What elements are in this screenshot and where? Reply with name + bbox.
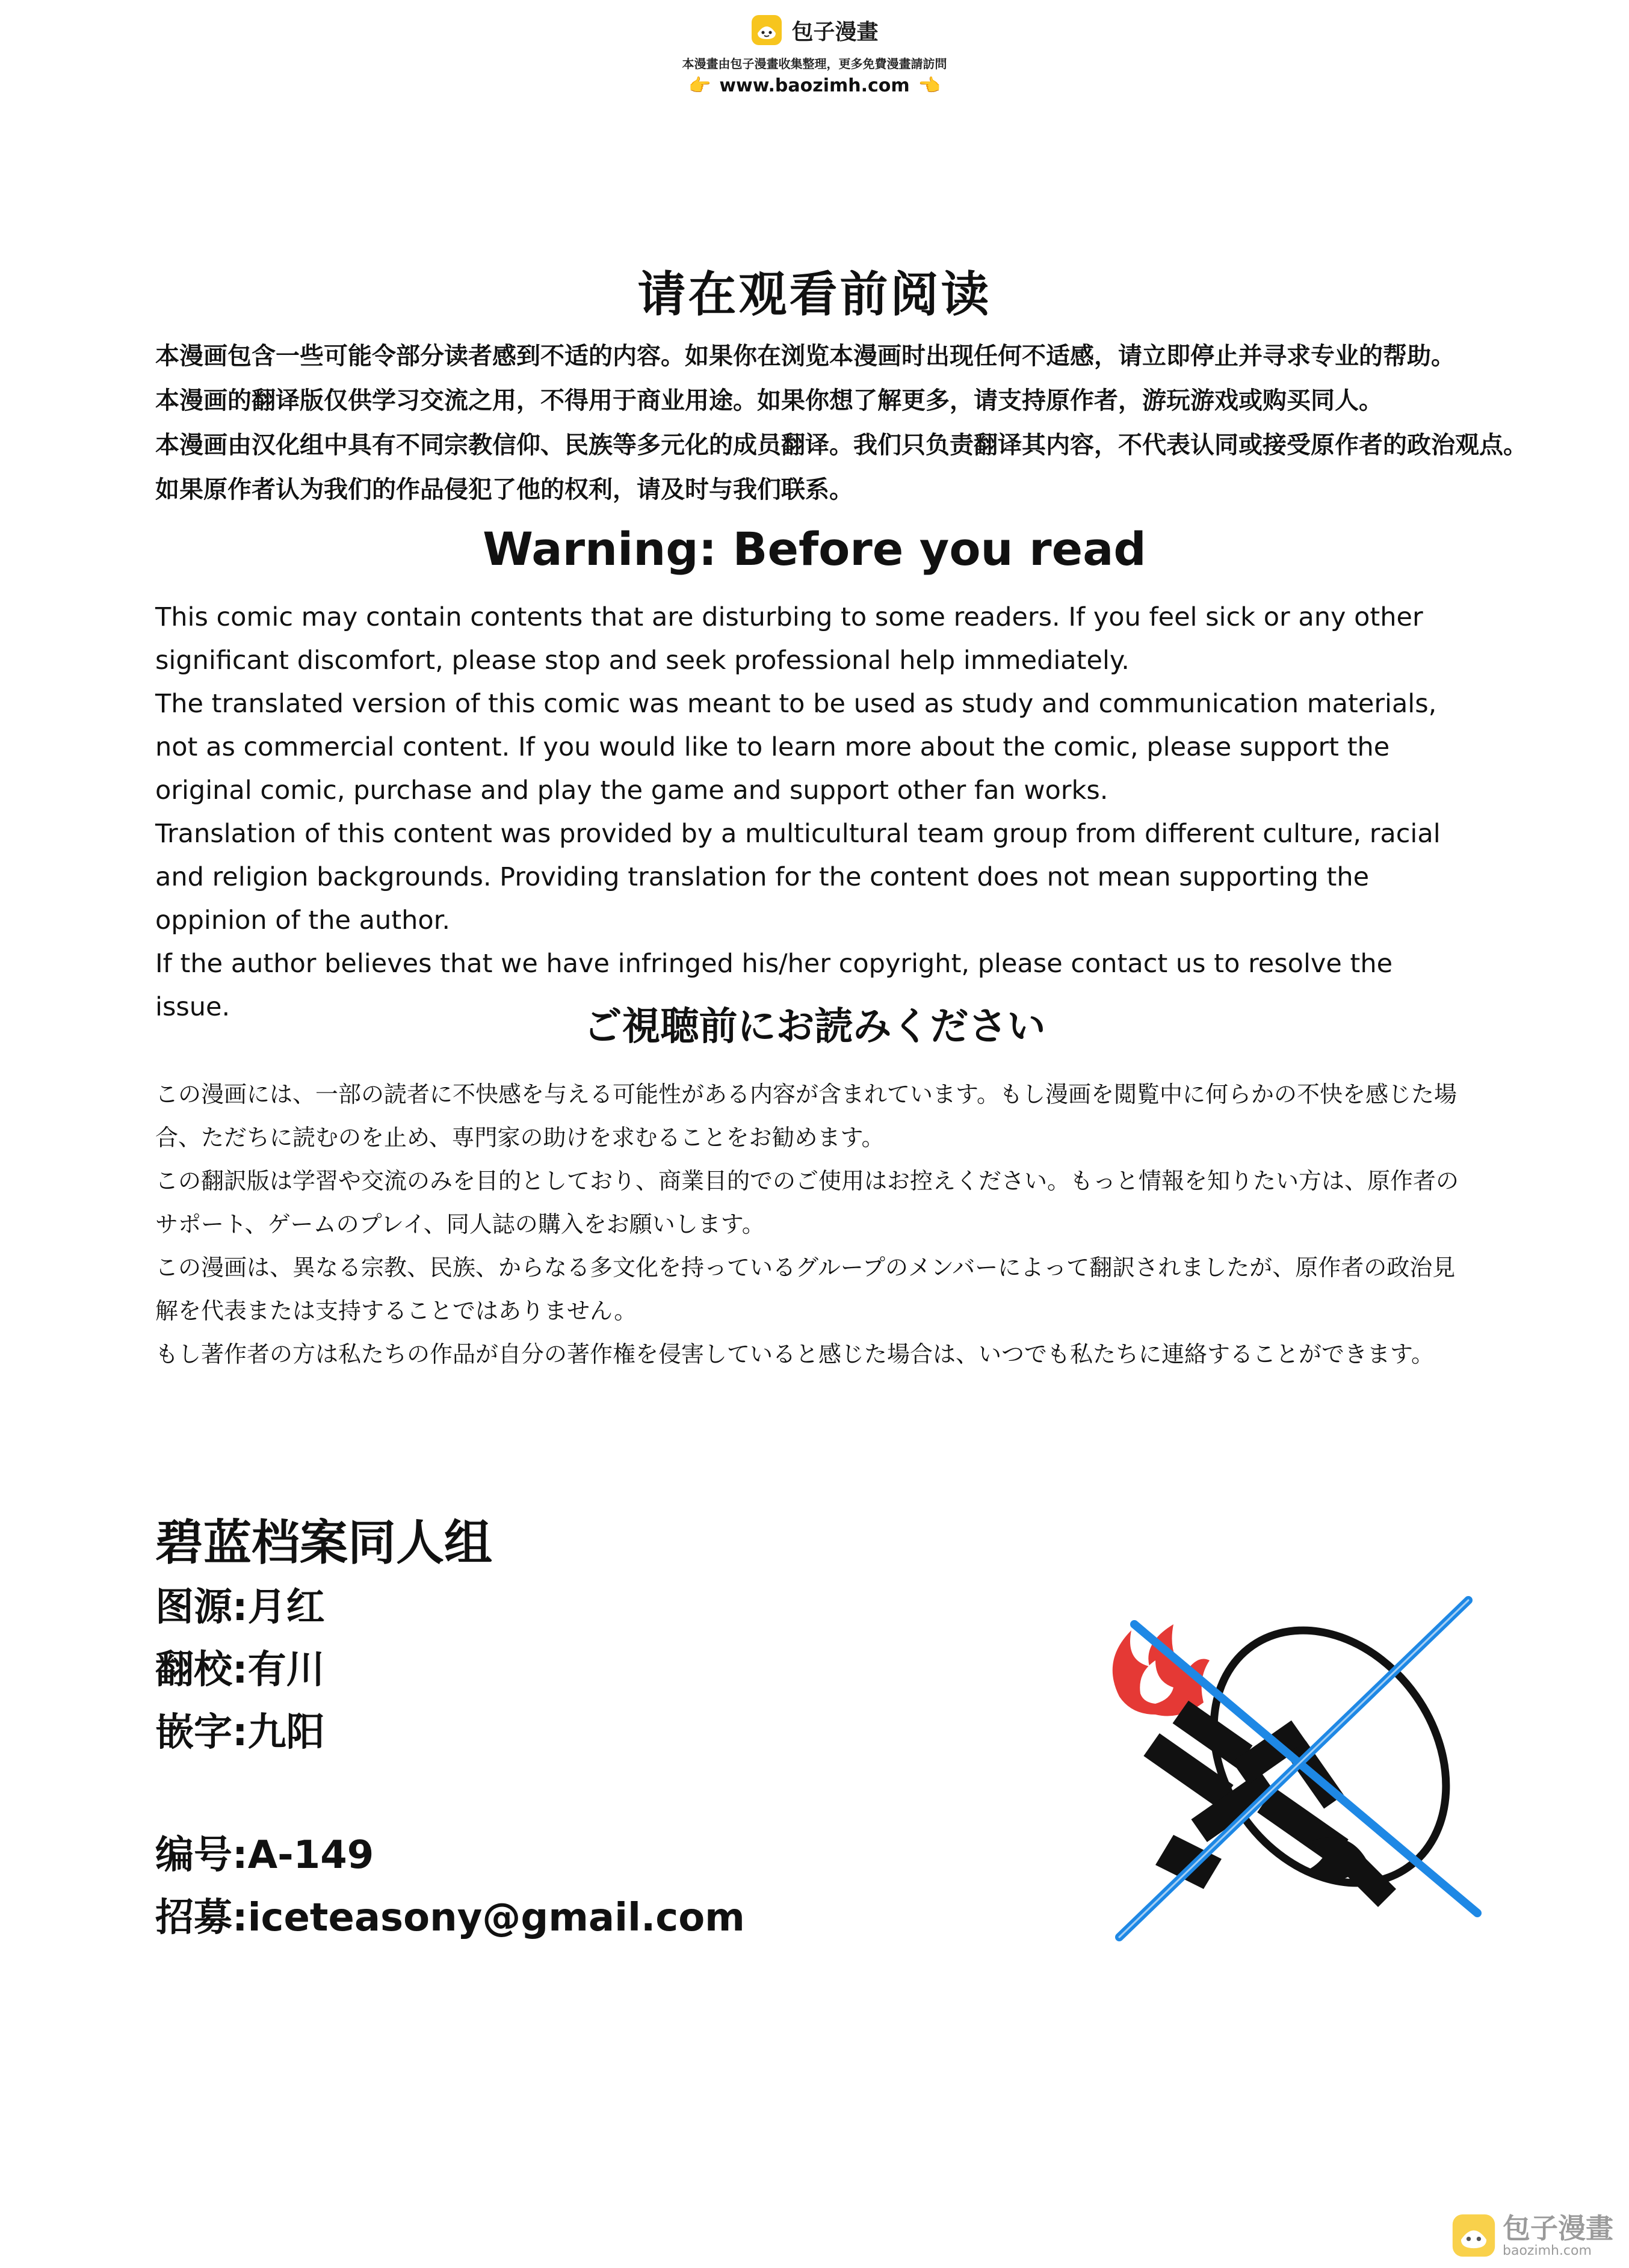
warning-title-cn: 请在观看前阅读	[637, 267, 992, 322]
warning-paragraph-jp: この漫画には、一部の読者に不快感を与える可能性がある内容が含まれています。もし漫画を閲覧中に何らかの不快を感じた場合、ただちに読むのを止め、専門家の助けを求むることをお勧めます。	[155, 1081, 1457, 1151]
warning-title-en: Warning: Before you read	[483, 522, 1146, 576]
warning-paragraph-jp: もし著作者の方は私たちの作品が自分の著作権を侵害していると感じた場合は、いつでも私たちに連絡することができます。	[155, 1341, 1434, 1367]
brand-url-row	[0, 75, 1629, 96]
warning-paragraph-en: The translated version of this comic was meant to be used as study and communication materials, not as commercial content. If you would like to learn more about the comic, please support the original comic, purchase and play the game and support other fan works.	[155, 689, 1437, 806]
credit-source: 图源:月红	[155, 1585, 325, 1630]
warning-paragraph-jp: この漫画は、異なる宗教、民族、からなる多文化を持っているグループのメンバーによって翻訳されましたが、原作者の政治見解を代表または支持することではありません。	[155, 1254, 1456, 1324]
warning-body-cn	[155, 334, 1527, 512]
group-name: 碧蓝档案同人组	[155, 1515, 492, 1571]
credit-typeset: 嵌字:九阳	[155, 1710, 325, 1755]
credit-recruit-email[interactable]: 招募:iceteasony@gmail.com	[155, 1896, 745, 1940]
warning-paragraph-en: If the author believes that we have infringed his/her copyright, please contact us to resolve the issue.	[155, 949, 1393, 1022]
pointing-right-icon: 👉	[688, 75, 711, 96]
group-logo-icon	[1083, 1576, 1504, 1949]
pointing-left-icon: 👈	[918, 75, 941, 96]
warning-line-cn: 如果原作者认为我们的作品侵犯了他的权利，请及时与我们联系。	[155, 476, 853, 504]
warning-body-jp	[155, 1073, 1473, 1376]
brand-name: 包子漫畫	[791, 19, 879, 45]
warning-title-jp: ご視聴前にお読みください	[583, 1005, 1046, 1049]
brand-tagline: 本漫畫由包子漫畫收集整理，更多免費漫畫請訪問	[682, 57, 947, 71]
warning-line-cn: 本漫画由汉化组中具有不同宗教信仰、民族等多元化的成员翻译。我们只负责翻译其内容，不代表认同或接受原作者的政治观点。	[155, 431, 1527, 459]
credits	[155, 1510, 745, 1949]
warning-body-en	[155, 596, 1473, 1029]
warning-paragraph-en: This comic may contain contents that are disturbing to some readers. If you feel sick or any other significant discomfort, please stop and seek professional help immediately.	[155, 602, 1423, 676]
brand-url-link[interactable]: www.baozimh.com	[719, 75, 910, 96]
warning-line-cn: 本漫画包含一些可能令部分读者感到不适的内容。如果你在浏览本漫画时出现任何不适感，请立即停止并寻求专业的帮助。	[155, 342, 1455, 370]
brand-row	[0, 11, 1629, 49]
baozi-logo-icon	[1451, 2213, 1497, 2258]
credit-proofread: 翻校:有川	[155, 1648, 325, 1692]
warning-paragraph-jp: この翻訳版は学習や交流のみを目的としており、商業目的でのご使用はお控えください。もっと情報を知りたい方は、原作者のサポート、ゲームのプレイ、同人誌の購入をお願いします。	[155, 1168, 1459, 1237]
watermark-name: 包子漫畫	[1503, 2212, 1613, 2245]
credit-number: 编号:A-149	[155, 1833, 374, 1878]
warning-paragraph-en: Translation of this content was provided by a multicultural team group from different culture, racial and religion backgrounds. Providing translation for the content does not mean supporting the oppinion of the author.	[155, 819, 1441, 935]
bottom-watermark	[1451, 2213, 1613, 2258]
top-watermark	[0, 11, 1629, 96]
baozi-logo-icon	[750, 14, 783, 46]
warning-line-cn: 本漫画的翻译版仅供学习交流之用，不得用于商业用途。如果你想了解更多，请支持原作者，游玩游戏或购买同人。	[155, 387, 1383, 414]
watermark-url[interactable]: baozimh.com	[1503, 2243, 1592, 2258]
